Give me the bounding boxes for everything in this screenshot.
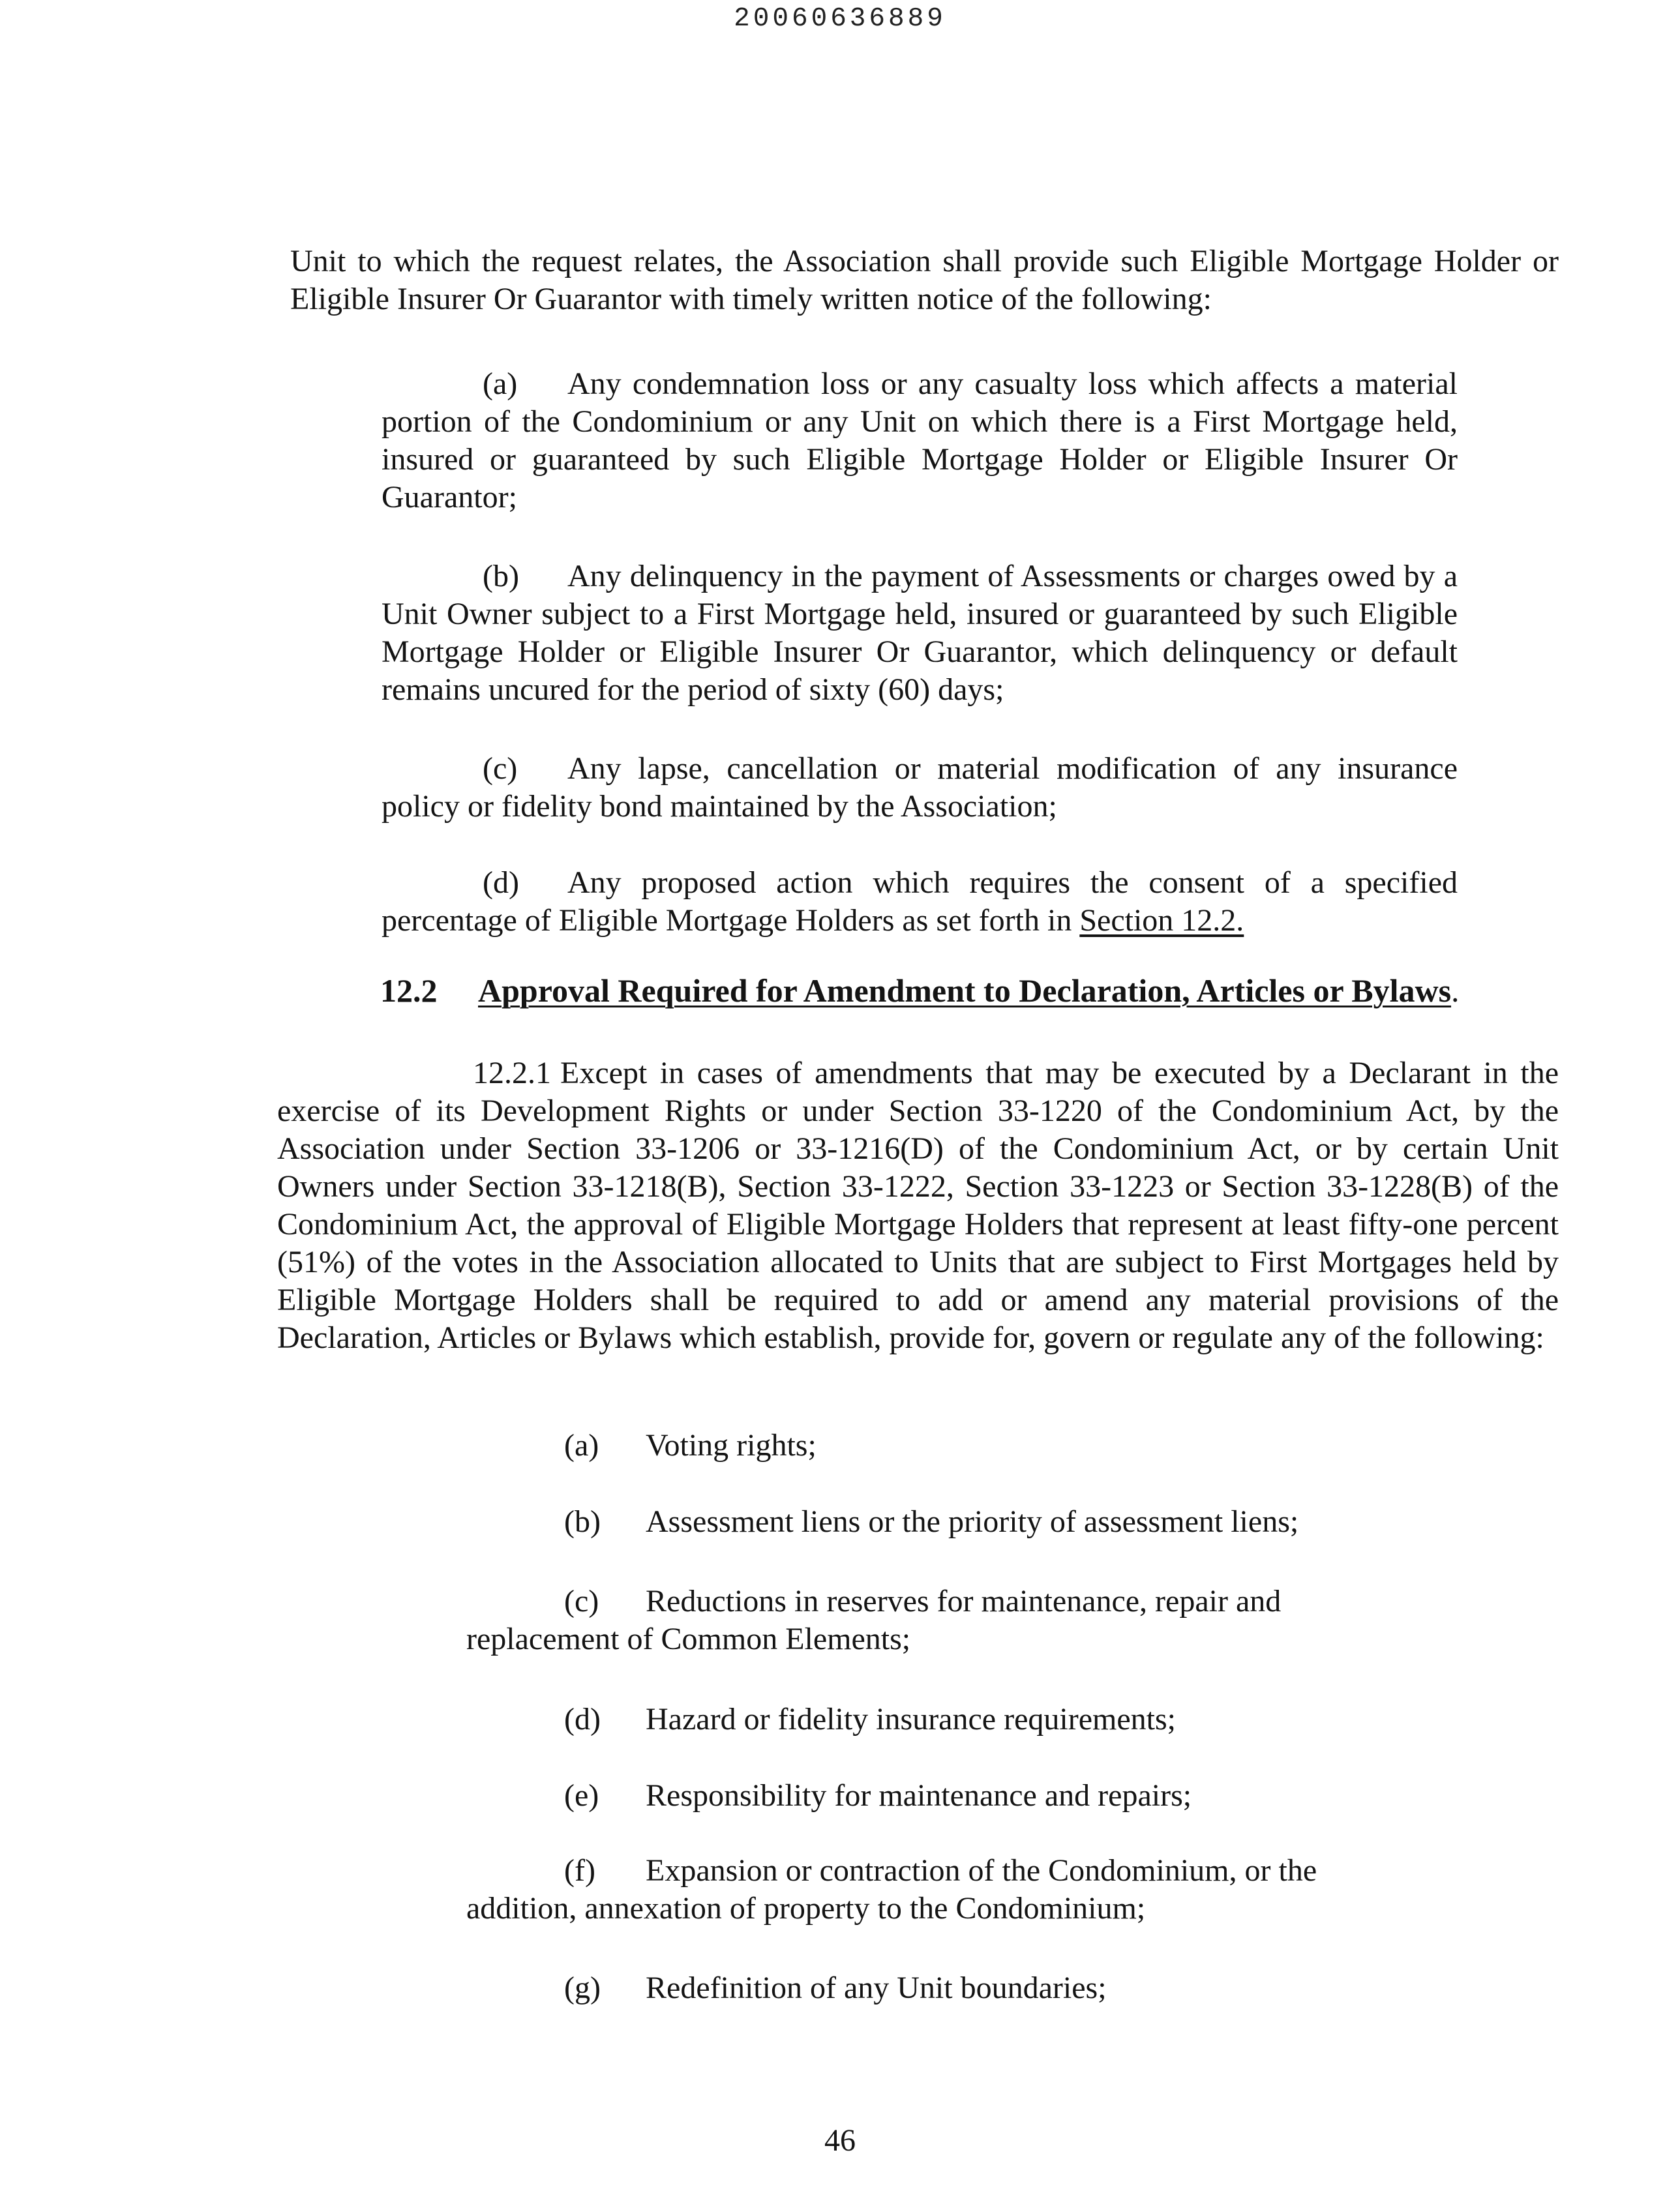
notice-item-marker: (a) xyxy=(483,366,518,401)
amendment-item-marker: (f) xyxy=(564,1853,595,1888)
page-number: 46 xyxy=(824,2123,856,2158)
notice-item-a xyxy=(382,365,1458,516)
amendment-item-marker: (d) xyxy=(564,1702,601,1736)
notice-item-c xyxy=(382,750,1458,826)
amendment-item-text: Redefinition of any Unit boundaries; xyxy=(646,1971,1107,2005)
subsection-number: 12.2.1 xyxy=(473,1056,551,1090)
amendment-item-text: Responsibility for maintenance and repairs; xyxy=(646,1778,1192,1813)
notice-item-marker: (d) xyxy=(483,865,519,900)
amendment-item-e xyxy=(466,1777,1360,1815)
section-title: Approval Required for Amendment to Declaration, Articles or Bylaws xyxy=(478,972,1452,1009)
amendment-item-text: Reductions in reserves for maintenance, repair and replacement of Common Elements; xyxy=(466,1584,1282,1656)
notice-item-marker: (b) xyxy=(483,559,519,593)
section-reference-link: Section 12.2. xyxy=(1079,903,1244,938)
section-number: 12.2 xyxy=(380,972,438,1009)
section-body-paragraph xyxy=(277,1054,1559,1357)
amendment-item-f xyxy=(466,1852,1360,1928)
amendment-item-g xyxy=(466,1969,1360,2007)
notice-item-text: Any proposed action which requires the consent of a specified percentage of Eligible Mortgage Holders as set forth in xyxy=(382,865,1458,938)
amendment-item-marker: (b) xyxy=(564,1504,601,1539)
amendment-item-a xyxy=(466,1427,1360,1465)
amendment-item-marker: (a) xyxy=(564,1428,599,1463)
notice-item-text: Any condemnation loss or any casualty loss which affects a material portion of the Condominium or any Unit on which there is a First Mortgage held, insured or guaranteed by such Eligible Mortgage Holder or Eligible Insurer Or Guarantor; xyxy=(382,366,1458,514)
notice-item-d xyxy=(382,864,1458,940)
amendment-item-c xyxy=(466,1583,1360,1658)
subsection-text: Except in cases of amendments that may be executed by a Declarant in the exercise of its Development Rights or under Section 33-1220 of the Condominium Act, by the Association under Section 33-1206 or 33-1216(D) of the Condominium Act, or by certain Unit Owners under Section 33-1218(B), Section 33-1222, Section 33-1223 or Section 33-1228(B) of the Condominium Act, the approval of Eligible Mortgage Holders that represent at least fifty-one percent (51%) of the votes in the Association allocated to Units that are subject to First Mortgages held by Eligible Mortgage Holders shall be required to add or amend any material provisions of the Declaration, Articles or Bylaws which establish, provide for, govern or regulate any of the following: xyxy=(277,1056,1559,1355)
amendment-item-text: Expansion or contraction of the Condominium, or the addition, annexation of property to the Condominium; xyxy=(466,1853,1317,1926)
section-heading xyxy=(380,972,1460,1009)
document-number: 20060636889 xyxy=(734,4,946,34)
amendment-item-marker: (g) xyxy=(564,1971,601,2005)
amendment-item-text: Voting rights; xyxy=(646,1428,817,1463)
amendment-item-marker: (e) xyxy=(564,1778,599,1813)
notice-item-marker: (c) xyxy=(483,751,518,786)
notice-item-text: Any delinquency in the payment of Assessments or charges owed by a Unit Owner subject to a First Mortgage held, insured or guaranteed by such Eligible Mortgage Holder or Eligible Insurer Or Guarantor, which delinquency or default remains uncured for the period of sixty (60) days; xyxy=(382,559,1458,707)
amendment-item-text: Hazard or fidelity insurance requirements; xyxy=(646,1702,1176,1736)
section-title-end: . xyxy=(1451,972,1460,1009)
amendment-item-d xyxy=(466,1701,1360,1738)
amendment-item-marker: (c) xyxy=(564,1584,599,1618)
notice-item-b xyxy=(382,558,1458,709)
lead-paragraph: Unit to which the request relates, the Association shall provide such Eligible Mortgage Holder or Eligible Insurer Or Guarantor with timely written notice of the following: xyxy=(290,244,1559,316)
amendment-item-text: Assessment liens or the priority of assessment liens; xyxy=(646,1504,1299,1539)
amendment-item-b xyxy=(466,1503,1360,1541)
notice-item-text: Any lapse, cancellation or material modification of any insurance policy or fidelity bond maintained by the Association; xyxy=(382,751,1458,824)
